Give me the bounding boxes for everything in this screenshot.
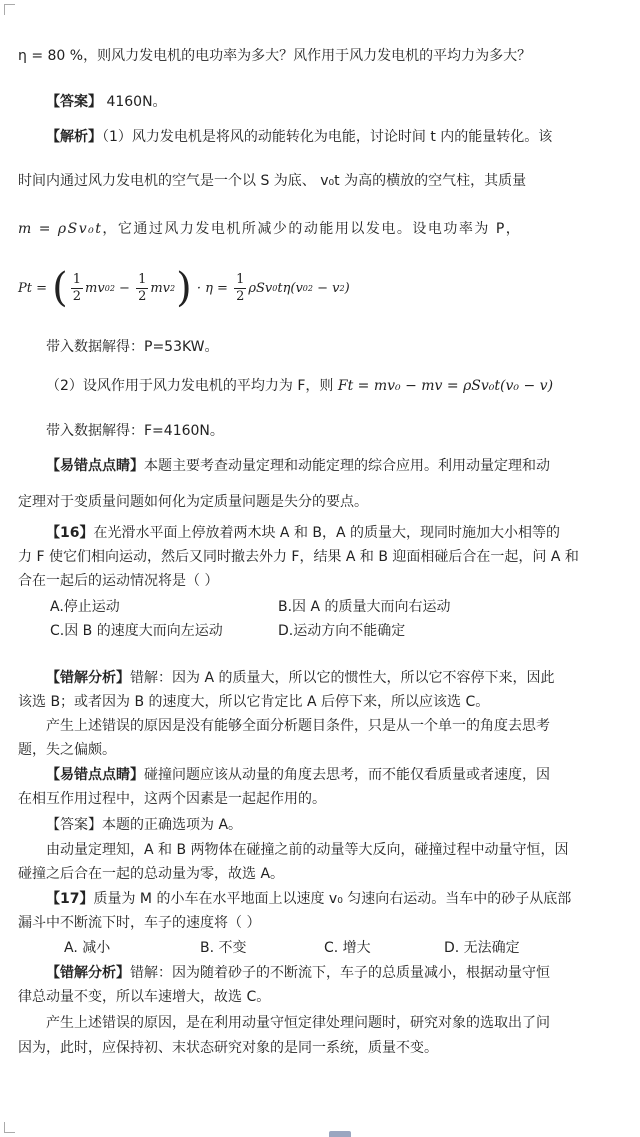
- error-analysis: [46, 668, 554, 688]
- bottom-tab-handle[interactable]: [329, 1131, 351, 1137]
- text-line: 合在一起后的运动情况将是（ ）: [18, 573, 219, 589]
- answer-line: [46, 92, 167, 112]
- question-number: 【16】: [46, 525, 94, 541]
- text-line: 产生上述错误的原因是没有能够全面分析题目条件，只是从一个单一的角度去思考: [46, 718, 550, 734]
- text-line: 该选 B；或者因为 B 的速度大，所以它肯定比 A 后停下来，所以应该选 C。: [18, 694, 490, 710]
- question-17: [46, 889, 571, 909]
- option-row: [50, 597, 451, 617]
- option-b: B. 不变: [200, 940, 247, 956]
- analysis-line: [46, 127, 552, 147]
- text-line: 由动量定理知，A 和 B 两物体在碰撞之前的动量等大反向，碰撞过程中动量守恒，因: [46, 842, 569, 858]
- text-line: 定理对于变质量问题如何化为定质量问题是失分的要点。: [18, 494, 368, 510]
- text-line: 题，失之偏颇。: [18, 742, 116, 758]
- error-analysis: [46, 963, 550, 983]
- option-row: [64, 938, 520, 958]
- option-a: A. 减小: [64, 940, 111, 956]
- error-text: 错解：因为 A 的质量大，所以它的惯性大，所以它不容停下来，因此: [130, 670, 555, 686]
- tip-line: [46, 765, 550, 785]
- question-text: 在光滑水平面上停放着两木块 A 和 B，A 的质量大，现同时施加大小相等的: [93, 525, 561, 541]
- text-line: [46, 376, 553, 396]
- error-label: 【错解分析】: [46, 670, 130, 686]
- option-d: D. 无法确定: [444, 940, 520, 956]
- page-corner-mark: [4, 1122, 15, 1133]
- solution-line: 带入数据解得：P=53KW。: [46, 339, 219, 355]
- text-line: 漏斗中不断流下时，车子的速度将（ ）: [18, 915, 261, 931]
- error-label: 【错解分析】: [46, 965, 130, 981]
- page-corner-mark: [4, 4, 15, 15]
- text-line: 产生上述错误的原因，是在利用动量守恒定律处理问题时，研究对象的选取出了问: [46, 1015, 550, 1031]
- option-b: B.因 A 的质量大而向右运动: [278, 599, 451, 615]
- question-16: [46, 523, 560, 543]
- analysis-label: 【解析】: [46, 129, 102, 145]
- text-line: 在相互作用过程中，这两个因素是一起起作用的。: [18, 791, 326, 807]
- option-c: C.因 B 的速度大而向左运动: [50, 623, 223, 639]
- text-line: 力 F 使它们相向运动，然后又同时撤去外力 F，结果 A 和 B 迎面相碰后合在一起，问 A 和: [18, 549, 579, 565]
- tip-line: [46, 456, 550, 476]
- text-fragment: （2）设风作用于风力发电机的平均力为 F，则: [46, 378, 338, 394]
- text-fragment: ，它通过风力发电机所减少的动能用以发电。设电功率为 P，: [102, 221, 522, 237]
- answer-label: 【答案】: [46, 94, 102, 110]
- option-a: A.停止运动: [50, 599, 120, 615]
- answer-line: 【答案】本题的正确选项为 A。: [46, 817, 243, 833]
- text-line: 碰撞之后合在一起的总动量为零，故选 A。: [18, 866, 285, 882]
- mass-formula: m = ρSv₀t: [18, 221, 103, 237]
- tip-label: 【易错点点睛】: [46, 767, 144, 783]
- option-d: D.运动方向不能确定: [278, 623, 406, 639]
- tip-text: 碰撞问题应该从动量的角度去思考，而不能仅看质量或者速度，因: [144, 767, 550, 783]
- text-line: η = 80 %，则风力发电机的电功率为多大？风作用于风力发电机的平均力为多大？: [18, 48, 532, 64]
- error-text: 错解：因为随着砂子的不断流下，车子的总质量减小，根据动量守恒: [130, 965, 550, 981]
- text-line: [18, 219, 521, 239]
- force-formula: Ft = mv₀ − mv = ρSv₀t(v₀ − v): [337, 378, 554, 394]
- text-line: 时间内通过风力发电机的空气是一个以 S 为底、 v₀t 为高的横放的空气柱，其质量: [18, 173, 527, 189]
- text-line: 因为，此时，应保持初、末状态研究对象的是同一系统，质量不变。: [18, 1040, 438, 1056]
- analysis-text: （1）风力发电机是将风的动能转化为电能，讨论时间 t 内的能量转化。该: [102, 129, 553, 145]
- question-text: 质量为 M 的小车在水平地面上以速度 v₀ 匀速向右运动。当车中的砂子从底部: [93, 891, 572, 907]
- solution-line: 带入数据解得：F=4160N。: [46, 423, 224, 439]
- power-equation: Pt = ( $\frac{1}{2}$ mv 0 2 − $\frac{1}{2}$ mv 2 ) · η = $\frac{1}{2}$ ρSv 0 tη(v 0 2 − v 2 ): [18, 265, 350, 311]
- question-number: 【17】: [46, 891, 94, 907]
- tip-label: 【易错点点睛】: [46, 458, 144, 474]
- tip-text: 本题主要考查动量定理和动能定理的综合应用。利用动量定理和动: [144, 458, 550, 474]
- answer-value: 4160N。: [102, 94, 167, 110]
- option-c: C. 增大: [324, 940, 371, 956]
- option-row: [50, 621, 405, 641]
- text-line: 律总动量不变，所以车速增大，故选 C。: [18, 989, 271, 1005]
